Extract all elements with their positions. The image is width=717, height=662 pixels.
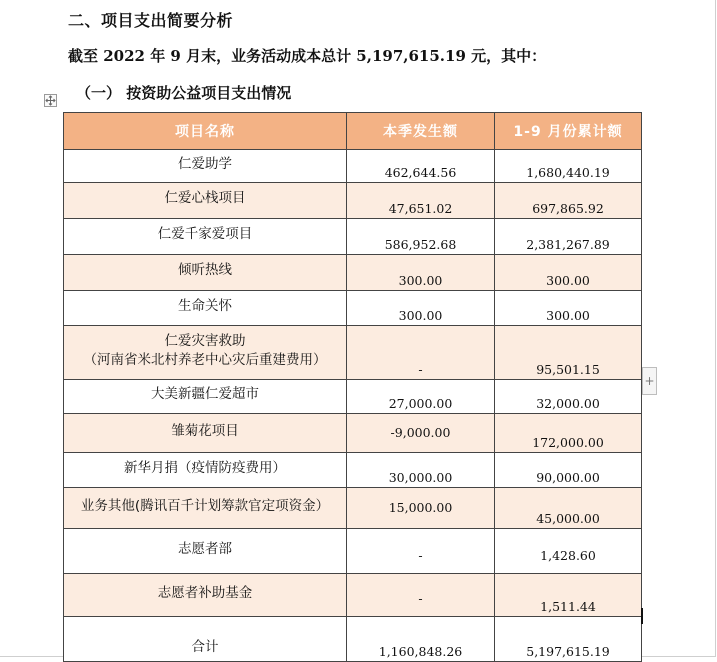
add-row-button[interactable] — [642, 367, 657, 395]
cell-quarter-amount[interactable]: 15,000.00 — [347, 488, 495, 529]
project-name-text: 仁爱心栈项目 — [164, 190, 246, 206]
summary-paragraph: 截至 2022 年 9 月末，业务活动成本总计 5,197,615.19 元，其中： — [68, 47, 547, 65]
cell-quarter-amount[interactable]: 300.00 — [347, 255, 495, 291]
project-name-text: 志愿者部 — [178, 540, 232, 557]
cell-ytd-amount[interactable]: 2,381,267.89 — [495, 219, 642, 255]
table-row — [64, 453, 642, 488]
table-row — [64, 414, 642, 453]
cell-project-name[interactable] — [64, 183, 347, 219]
cell-project-name[interactable] — [64, 255, 347, 291]
project-name-text: 仁爱助学 — [178, 155, 232, 172]
cell-quarter-amount[interactable]: - — [347, 326, 495, 380]
cell-quarter-amount[interactable]: - — [347, 574, 495, 617]
section-heading: 二、项目支出简要分析 — [68, 11, 234, 30]
table-row — [64, 488, 642, 529]
table-row — [64, 529, 642, 574]
project-name-text: 生命关怀 — [178, 297, 232, 314]
project-name-text: 业务其他(腾讯百千计划筹款官定项资金） — [80, 497, 330, 514]
cell-ytd-amount[interactable]: 172,000.00 — [495, 414, 642, 453]
table-row — [64, 380, 642, 414]
table-row — [64, 150, 642, 183]
cell-project-name[interactable] — [64, 150, 347, 183]
project-name-text: 倾听热线 — [178, 262, 232, 278]
project-name-text: 仁爱千家爱项目 — [157, 226, 253, 242]
table-row-total — [64, 617, 642, 662]
total-label: 合计 — [191, 639, 219, 655]
cell-ytd-amount[interactable]: 697,865.92 — [495, 183, 642, 219]
text-cursor — [641, 608, 643, 624]
cell-project-name[interactable] — [64, 488, 347, 529]
project-name-note: （河南省米北村养老中心灾后重建费用） — [83, 351, 327, 368]
table-row — [64, 183, 642, 219]
cell-quarter-amount[interactable]: 30,000.00 — [347, 453, 495, 488]
cell-project-name[interactable] — [64, 291, 347, 326]
cell-project-name[interactable] — [64, 380, 347, 414]
cell-ytd-amount[interactable]: 1,680,440.19 — [495, 150, 642, 183]
subsection-heading: （一） 按资助公益项目支出情况 — [76, 84, 292, 102]
table-row — [64, 326, 642, 380]
cell-project-name[interactable] — [64, 414, 347, 453]
table-header-row — [64, 113, 642, 150]
cell-project-name[interactable] — [64, 219, 347, 255]
cell-ytd-amount[interactable]: 300.00 — [495, 291, 642, 326]
cell-project-name[interactable] — [64, 617, 347, 662]
cell-quarter-amount[interactable]: -9,000.00 — [347, 414, 495, 453]
cell-ytd-amount[interactable]: 95,501.15 — [495, 326, 642, 380]
project-expense-table — [63, 112, 642, 662]
project-name-text: 仁爱灾害救助 — [164, 332, 246, 349]
cell-project-name[interactable] — [64, 529, 347, 574]
cell-project-name[interactable] — [64, 453, 347, 488]
table-row — [64, 291, 642, 326]
cell-ytd-total[interactable]: 5,197,615.19 — [495, 617, 642, 662]
project-name-text: 雏菊花项目 — [171, 422, 239, 439]
header-quarter-amount: 本季发生额 — [347, 113, 495, 150]
header-project-name: 项目名称 — [64, 113, 347, 150]
table-move-handle[interactable] — [44, 94, 57, 107]
table-row — [64, 255, 642, 291]
cell-project-name[interactable] — [64, 574, 347, 617]
table-row — [64, 219, 642, 255]
plus-icon: + — [644, 374, 655, 388]
project-name-text: 志愿者补助基金 — [157, 584, 253, 601]
cell-ytd-amount[interactable]: 45,000.00 — [495, 488, 642, 529]
cell-quarter-amount[interactable]: 47,651.02 — [347, 183, 495, 219]
project-name-text: 新华月捐（疫情防疫费用） — [124, 459, 286, 476]
cell-quarter-amount[interactable]: - — [347, 529, 495, 574]
project-name-text: 大美新疆仁爱超市 — [151, 386, 259, 402]
cell-quarter-amount[interactable]: 586,952.68 — [347, 219, 495, 255]
cell-ytd-amount[interactable]: 300.00 — [495, 255, 642, 291]
move-arrows-icon — [45, 95, 56, 106]
cell-quarter-amount[interactable]: 462,644.56 — [347, 150, 495, 183]
cell-ytd-amount[interactable]: 32,000.00 — [495, 380, 642, 414]
cell-quarter-amount[interactable]: 300.00 — [347, 291, 495, 326]
cell-ytd-amount[interactable]: 1,511.44 — [495, 574, 642, 617]
cell-quarter-amount[interactable]: 27,000.00 — [347, 380, 495, 414]
table-row — [64, 574, 642, 617]
cell-ytd-amount[interactable]: 1,428.60 — [495, 529, 642, 574]
cell-project-name[interactable] — [64, 326, 347, 380]
header-ytd-amount: 1-9 月份累计额 — [495, 113, 642, 150]
cell-quarter-total[interactable]: 1,160,848.26 — [347, 617, 495, 662]
cell-ytd-amount[interactable]: 90,000.00 — [495, 453, 642, 488]
